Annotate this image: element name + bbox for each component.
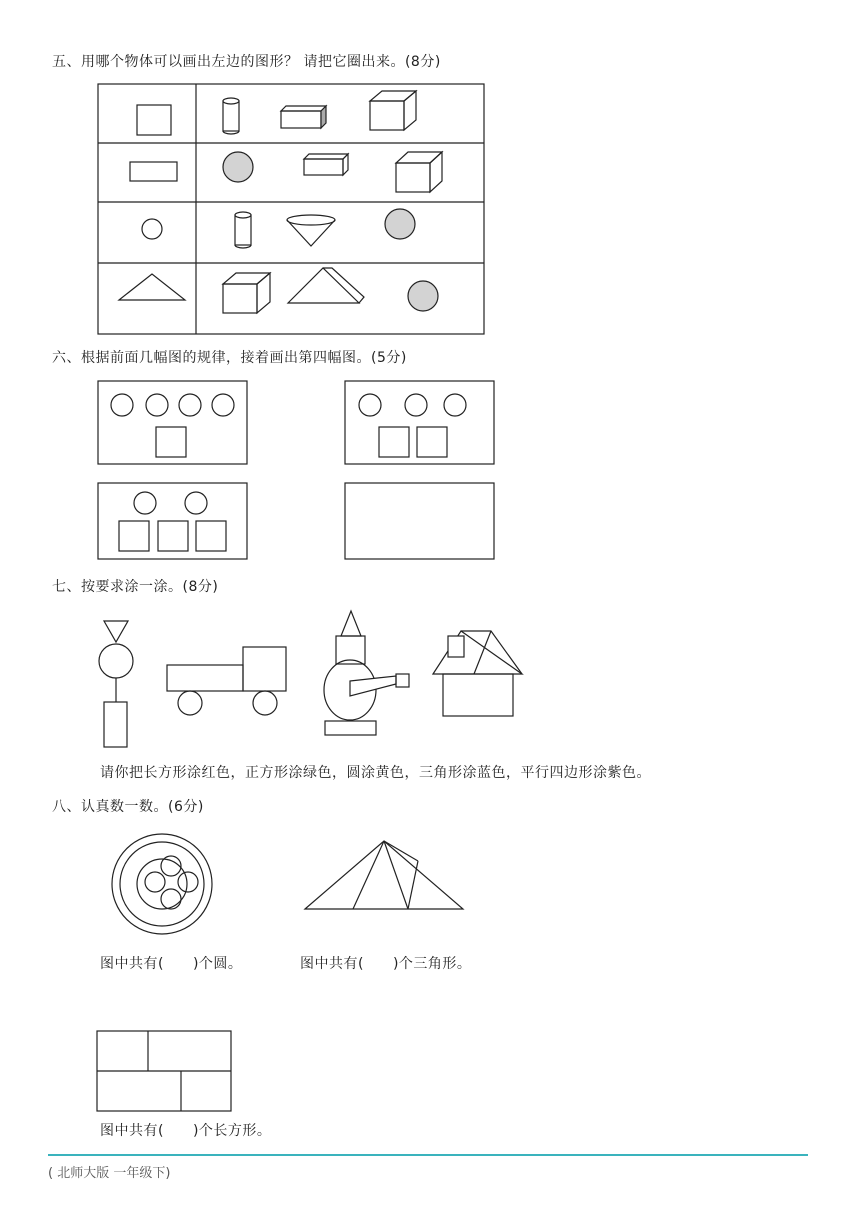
footer-text: ( 北师大版 一年级下) xyxy=(48,1166,171,1181)
figure-circles xyxy=(112,834,212,934)
pattern-box-1 xyxy=(98,381,247,464)
cube-icon xyxy=(396,152,442,192)
section-7-title: 七、按要求涂一涂。(8分) xyxy=(52,579,219,595)
figure-triangles xyxy=(305,841,463,909)
footer-divider xyxy=(48,1154,808,1156)
figure-robot xyxy=(324,611,409,735)
pattern-box-2 xyxy=(345,381,494,464)
circle-shape xyxy=(142,219,162,239)
cube-icon xyxy=(370,91,416,130)
triangle-shape xyxy=(119,274,185,300)
sphere-icon xyxy=(223,152,253,182)
question-count-circles: 图中共有( )个圆。 xyxy=(100,956,243,972)
question-count-triangles: 图中共有( )个三角形。 xyxy=(300,956,472,972)
pattern-box-4-empty xyxy=(345,483,494,559)
sphere-icon xyxy=(408,281,438,311)
section-8-title: 八、认真数一数。(6分) xyxy=(52,799,204,815)
section-7-instruction: 请你把长方形涂红色，正方形涂绿色，圆涂黄色，三角形涂蓝色，平行四边形涂紫色。 xyxy=(100,765,651,781)
square-shape xyxy=(137,105,171,135)
cuboid-icon xyxy=(281,106,326,128)
pattern-box-3 xyxy=(98,483,247,559)
figure-rectangles xyxy=(97,1031,231,1111)
section-5-title: 五、用哪个物体可以画出左边的图形？ 请把它圈出来。(8分) xyxy=(52,54,441,70)
triangular-prism-icon xyxy=(288,268,364,303)
cuboid-icon xyxy=(304,154,348,175)
cylinder-icon xyxy=(223,98,239,134)
cone-icon xyxy=(287,215,335,246)
cylinder-icon xyxy=(235,212,251,248)
section-6-title: 六、根据前面几幅图的规律，接着画出第四幅图。(5分) xyxy=(52,350,407,366)
figure-person xyxy=(99,621,133,747)
rectangle-shape xyxy=(130,162,177,181)
question-count-rectangles: 图中共有( )个长方形。 xyxy=(100,1123,272,1139)
cube-icon xyxy=(223,273,270,313)
sphere-icon xyxy=(385,209,415,239)
figure-house xyxy=(433,631,522,716)
figure-truck xyxy=(167,647,286,715)
